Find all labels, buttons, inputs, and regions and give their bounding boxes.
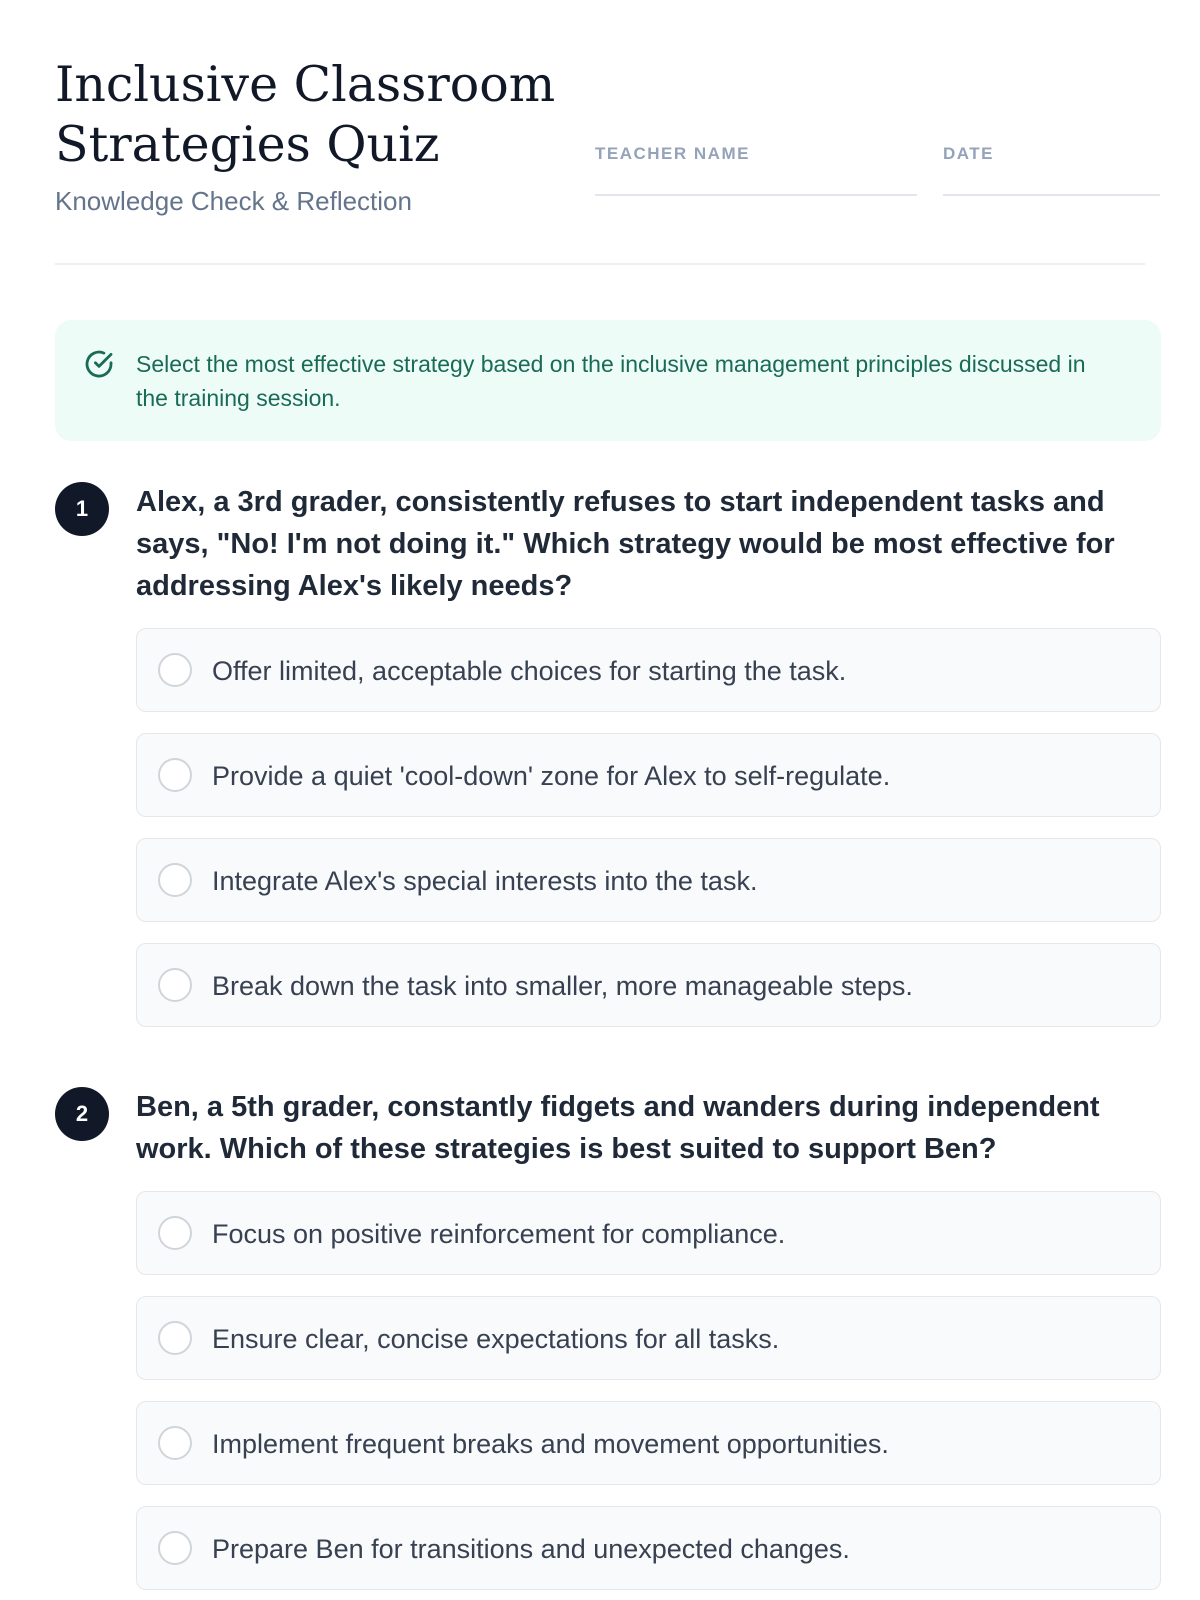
question-number-badge: 2 (55, 1087, 109, 1141)
radio-button[interactable] (158, 1426, 192, 1460)
answer-option[interactable] (136, 943, 1161, 1027)
teacher-name-label: TEACHER NAME (595, 144, 750, 163)
radio-button[interactable] (158, 758, 192, 792)
question-text: Alex, a 3rd grader, consistently refuses to start independent tasks and says, "No! I'm not doing it." Which strategy would be most effective for addressing Alex's likely needs? (136, 486, 1115, 602)
answer-options (136, 628, 1161, 1048)
radio-button[interactable] (158, 1321, 192, 1355)
check-circle-icon (83, 348, 115, 380)
instruction-text: Select the most effective strategy based on the inclusive management principles discussed in the training session. (136, 351, 1086, 411)
answer-option[interactable] (136, 838, 1161, 922)
answer-option[interactable] (136, 1401, 1161, 1485)
date-field[interactable] (943, 144, 1160, 196)
radio-button[interactable] (158, 1216, 192, 1250)
teacher-name-field[interactable] (595, 144, 917, 196)
answer-option-label: Break down the task into smaller, more manageable steps. (212, 970, 913, 1001)
answer-option-label: Focus on positive reinforcement for compliance. (212, 1218, 786, 1249)
answer-options (136, 1191, 1161, 1600)
answer-option-label: Implement frequent breaks and movement opportunities. (212, 1428, 889, 1459)
answer-option[interactable] (136, 1506, 1161, 1590)
page-title: Inclusive Classroom Strategies Quiz (55, 56, 556, 173)
page-subtitle: Knowledge Check & Reflection (55, 186, 412, 216)
answer-option[interactable] (136, 1296, 1161, 1380)
radio-button[interactable] (158, 863, 192, 897)
quiz-header (55, 0, 1145, 265)
answer-option[interactable] (136, 1191, 1161, 1275)
question-text: Ben, a 5th grader, constantly fidgets and wanders during independent work. Which of these strategies is best suited to support Ben? (136, 1091, 1100, 1165)
answer-option-label: Integrate Alex's special interests into the task. (212, 865, 758, 896)
instruction-notice (55, 320, 1161, 441)
answer-option[interactable] (136, 628, 1161, 712)
answer-option-label: Provide a quiet 'cool-down' zone for Alex to self-regulate. (212, 760, 891, 791)
answer-option-label: Offer limited, acceptable choices for starting the task. (212, 655, 847, 686)
radio-button[interactable] (158, 1531, 192, 1565)
date-line[interactable] (943, 194, 1160, 196)
answer-option-label: Ensure clear, concise expectations for all tasks. (212, 1323, 780, 1354)
question-number-badge: 1 (55, 482, 109, 536)
radio-button[interactable] (158, 968, 192, 1002)
teacher-name-line[interactable] (595, 194, 917, 196)
answer-option-label: Prepare Ben for transitions and unexpected changes. (212, 1533, 850, 1564)
radio-button[interactable] (158, 653, 192, 687)
answer-option[interactable] (136, 733, 1161, 817)
date-label: DATE (943, 144, 995, 163)
